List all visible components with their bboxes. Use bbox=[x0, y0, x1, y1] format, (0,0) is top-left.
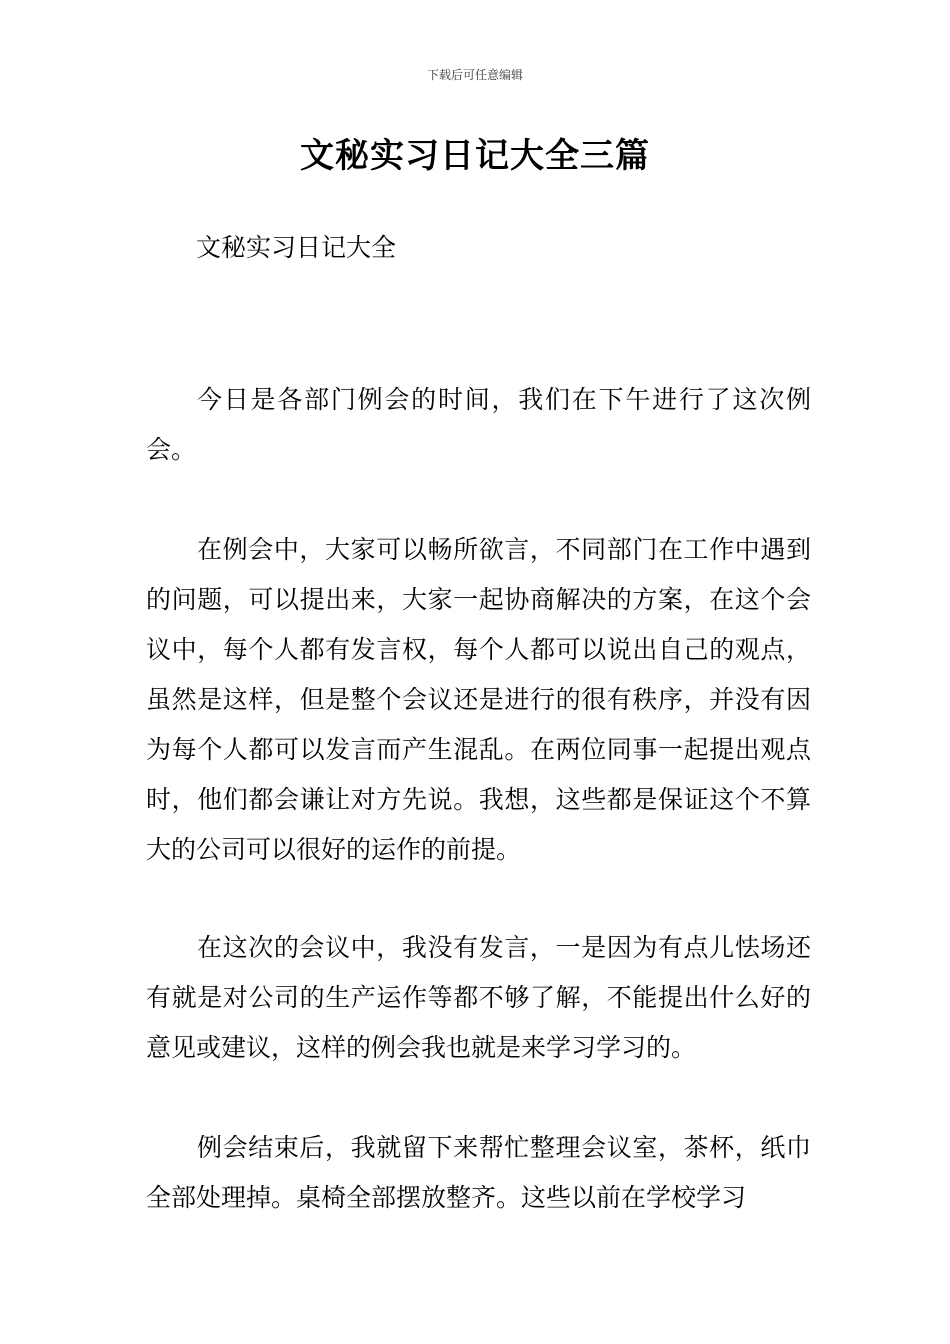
document-subtitle: 文秘实习日记大全 bbox=[196, 233, 397, 262]
paragraph-4: 例会结束后，我就留下来帮忙整理会议室，茶杯，纸巾全部处理掉。桌椅全部摆放整齐。这些以前在学校学习 bbox=[146, 1133, 811, 1212]
header-note: 下载后可任意编辑 bbox=[426, 68, 523, 82]
document-title: 文秘实习日记大全三篇 bbox=[300, 136, 650, 176]
paragraph-1: 今日是各部门例会的时间，我们在下午进行了这次例会。 bbox=[146, 385, 811, 464]
paragraph-2: 在例会中，大家可以畅所欲言，不同部门在工作中遇到的问题，可以提出来，大家一起协商解决的方案，在这个会议中，每个人都有发言权，每个人都可以说出自己的观点，虽然是这样，但是整个会议还是进行的很有秩序，并没有因为每个人都可以发言而产生混乱。在两位同事一起提出观点时，他们都会谦让对方先说。我想，这些都是保证这个不算大的公司可以很好的运作的前提。 bbox=[146, 535, 811, 864]
paragraph-3: 在这次的会议中，我没有发言，一是因为有点儿怯场还有就是对公司的生产运作等都不够了解，不能提出什么好的意见或建议，这样的例会我也就是来学习学习的。 bbox=[146, 933, 811, 1062]
